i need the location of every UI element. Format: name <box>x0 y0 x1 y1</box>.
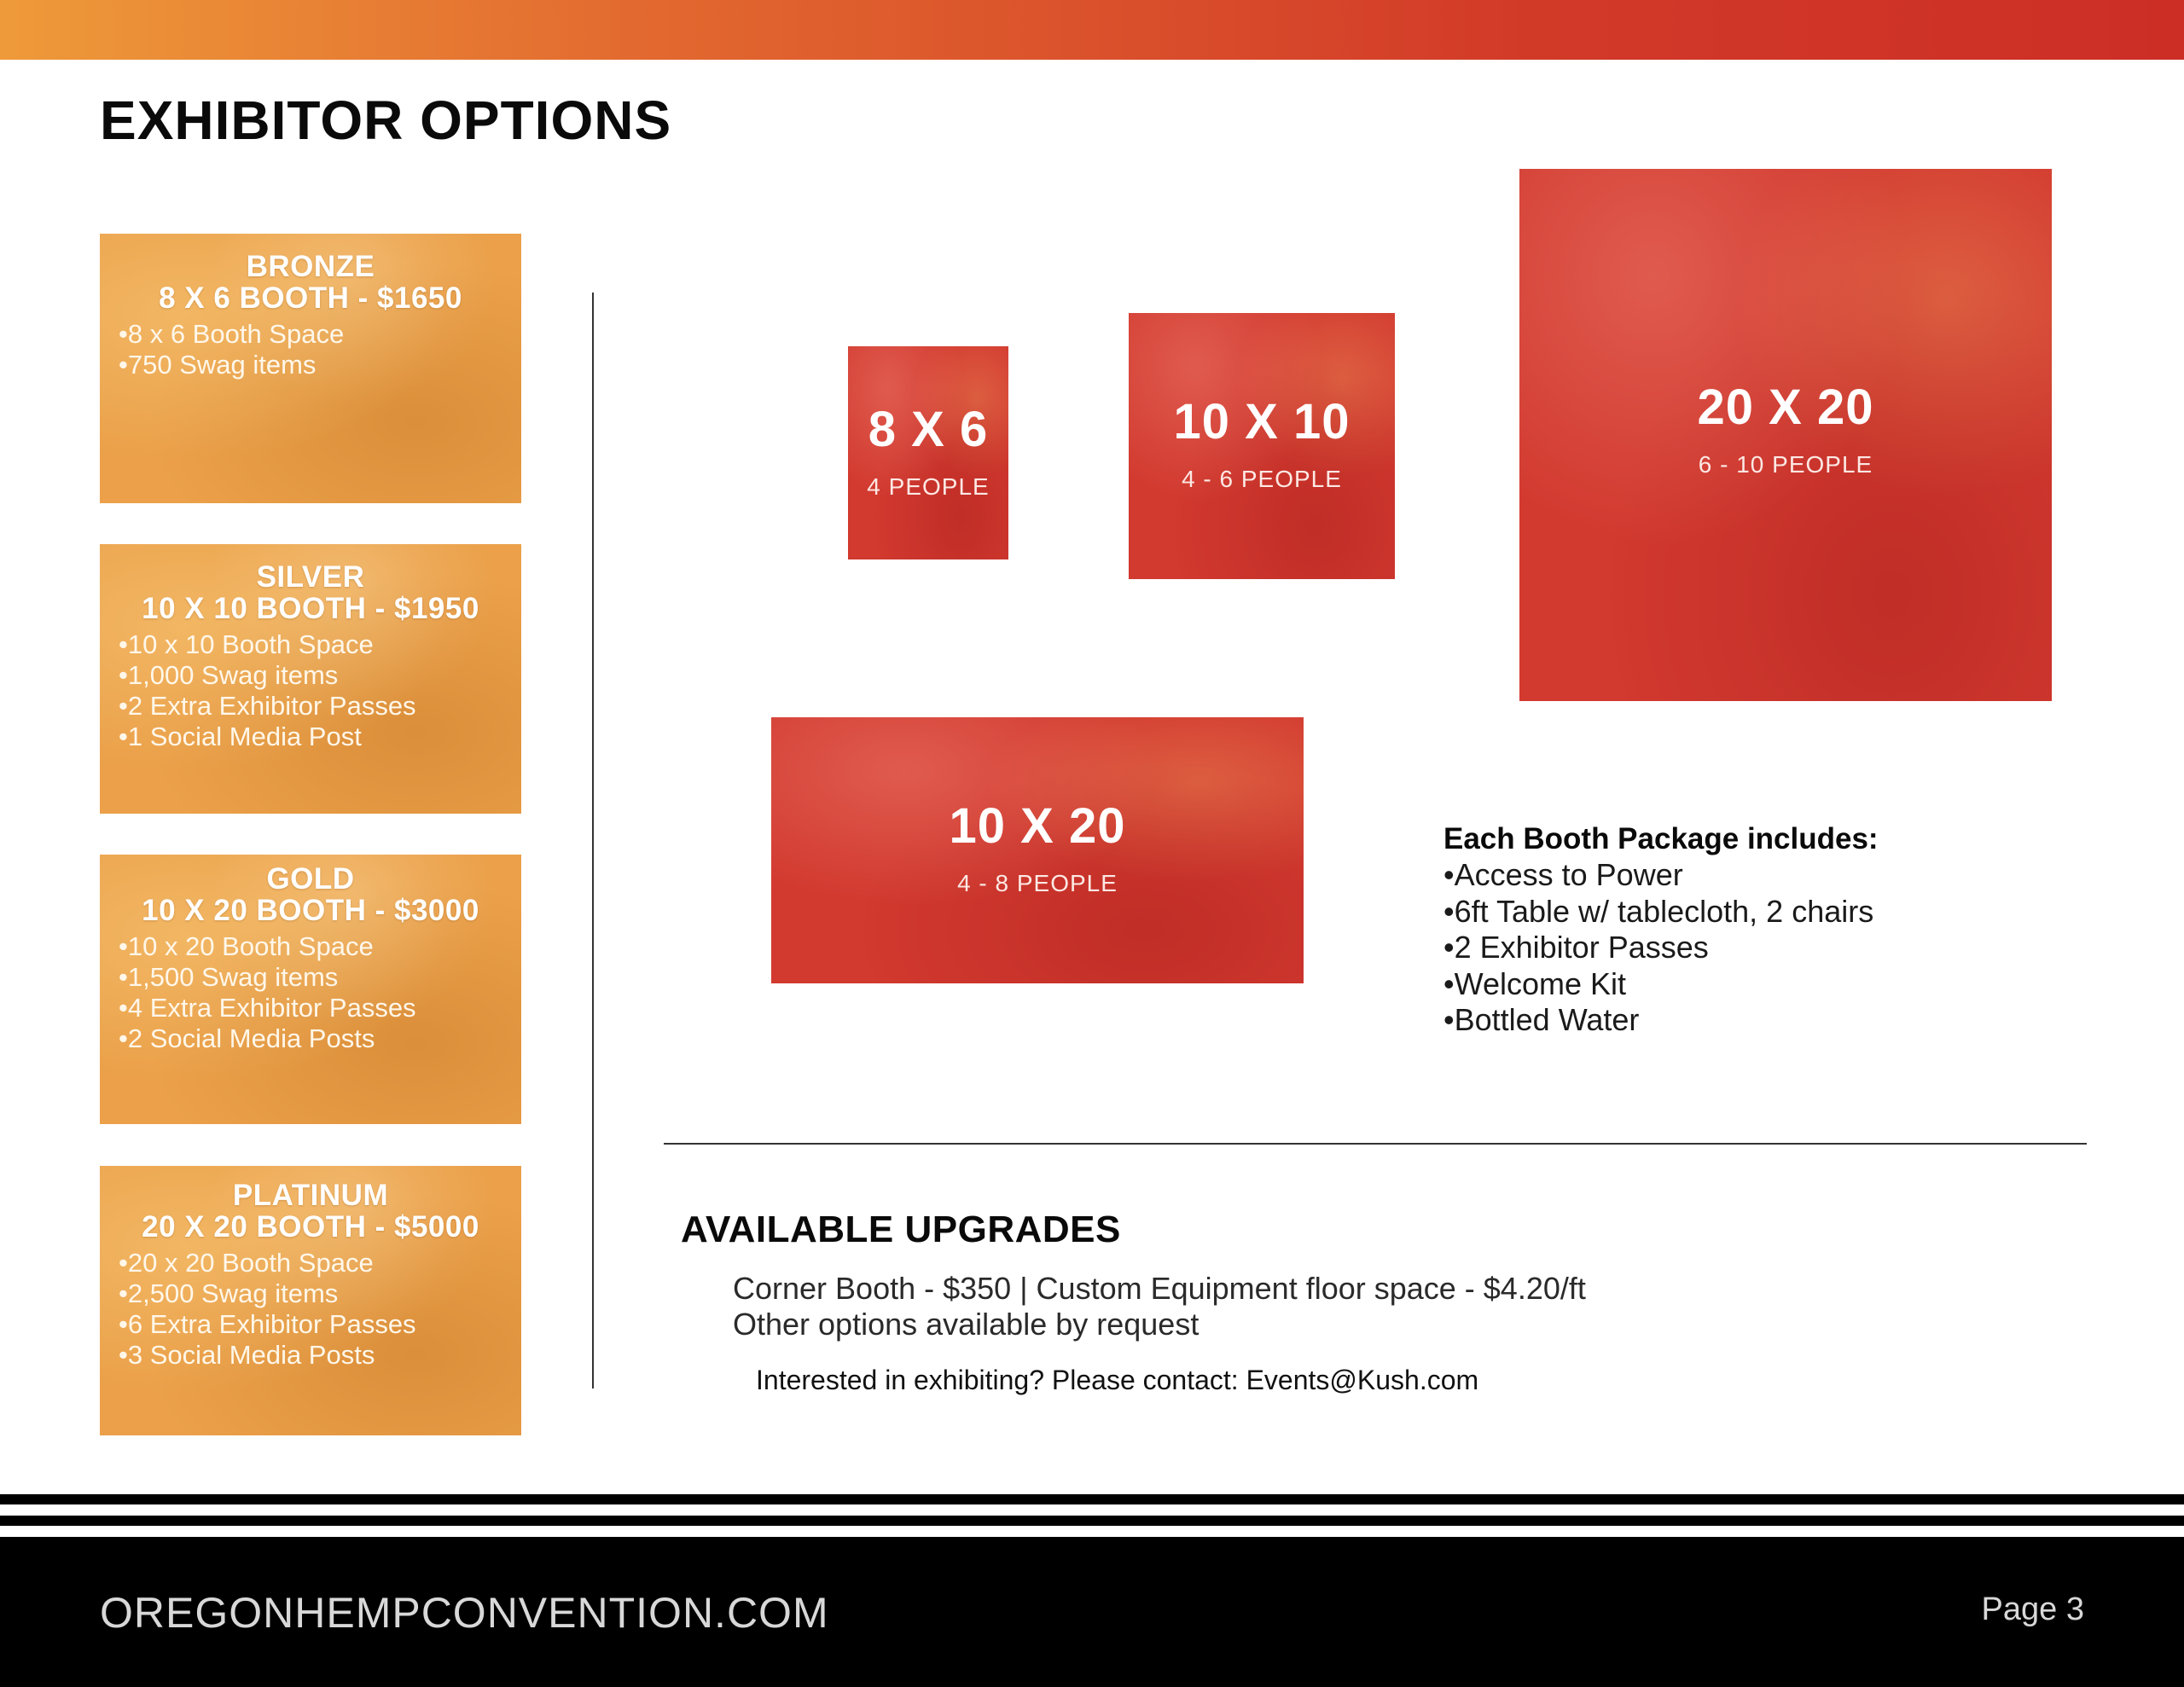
upgrade-note: Other options available by request <box>733 1307 1199 1342</box>
tier-price: 20 X 20 BOOTH - $5000 <box>142 1210 479 1244</box>
contact-line: Interested in exhibiting? Please contact: Events@Kush.com <box>756 1365 1479 1395</box>
vertical-divider <box>592 293 594 1388</box>
footer <box>0 1537 2184 1687</box>
tier-price: 10 X 10 BOOTH - $1950 <box>142 592 479 625</box>
horizontal-divider <box>664 1143 2087 1145</box>
list-item: • 2 Extra Exhibitor Passes <box>119 691 521 722</box>
tier-name: BRONZE <box>246 250 375 283</box>
page-title: EXHIBITOR OPTIONS <box>100 90 672 151</box>
upgrades-title: AVAILABLE UPGRADES <box>681 1209 1121 1250</box>
list-item: • Welcome Kit <box>1443 966 2126 1003</box>
tier-name: GOLD <box>266 862 355 896</box>
list-item: • 1,000 Swag items <box>119 660 521 691</box>
tier-features <box>119 931 521 1054</box>
package-includes <box>1443 821 2126 1039</box>
booth-size: 10 X 10 <box>1173 394 1350 449</box>
list-item: • 2 Social Media Posts <box>119 1023 521 1054</box>
tier-price: 8 X 6 BOOTH - $1650 <box>159 281 462 315</box>
booth-size: 20 X 20 <box>1697 380 1874 435</box>
booth-image-10x10 <box>1129 313 1395 579</box>
list-item: • Access to Power <box>1443 857 2126 894</box>
list-item: • 750 Swag items <box>119 350 521 380</box>
list-item: • 10 x 20 Booth Space <box>119 931 521 962</box>
booth-size: 10 X 20 <box>949 798 1126 854</box>
booth-capacity: 4 - 6 PEOPLE <box>1182 466 1342 492</box>
booth-capacity: 4 PEOPLE <box>867 473 990 500</box>
tier-name: PLATINUM <box>232 1179 389 1212</box>
tier-name: SILVER <box>256 560 365 594</box>
list-item: • 4 Extra Exhibitor Passes <box>119 993 521 1023</box>
booth-capacity: 6 - 10 PEOPLE <box>1698 451 1873 478</box>
list-item: • 1 Social Media Post <box>119 722 521 752</box>
upgrade-pricing: Corner Booth - $350 | Custom Equipment floor space - $4.20/ft <box>733 1271 1586 1306</box>
list-item: • 3 Social Media Posts <box>119 1340 521 1371</box>
tier-card-bronze <box>100 234 521 503</box>
footer-stripe <box>0 1516 2184 1526</box>
list-item: • 6 Extra Exhibitor Passes <box>119 1309 521 1340</box>
includes-heading: Each Booth Package includes: <box>1443 822 1879 855</box>
booth-image-10x20 <box>771 717 1304 983</box>
page-number: Page 3 <box>1981 1591 2084 1627</box>
tier-features <box>119 1248 521 1371</box>
list-item: • 8 x 6 Booth Space <box>119 319 521 350</box>
booth-capacity: 4 - 8 PEOPLE <box>957 870 1118 896</box>
booth-size: 8 X 6 <box>868 402 989 457</box>
list-item: • Bottled Water <box>1443 1002 2126 1039</box>
includes-list <box>1443 857 2126 1039</box>
top-accent-bar <box>0 0 2184 60</box>
list-item: • 6ft Table w/ tablecloth, 2 chairs <box>1443 894 2126 930</box>
list-item: • 20 x 20 Booth Space <box>119 1248 521 1278</box>
tier-price: 10 X 20 BOOTH - $3000 <box>142 894 479 927</box>
tier-features <box>119 629 521 752</box>
tier-card-silver <box>100 544 521 814</box>
booth-image-8x6 <box>848 346 1008 559</box>
list-item: • 2 Exhibitor Passes <box>1443 930 2126 966</box>
footer-website: OREGONHEMPCONVENTION.COM <box>100 1589 829 1637</box>
footer-stripe <box>0 1494 2184 1504</box>
list-item: • 2,500 Swag items <box>119 1278 521 1309</box>
tier-card-platinum <box>100 1166 521 1435</box>
booth-image-20x20 <box>1519 169 2052 701</box>
tier-features <box>119 319 521 380</box>
list-item: • 1,500 Swag items <box>119 962 521 993</box>
tier-card-gold <box>100 855 521 1124</box>
list-item: • 10 x 10 Booth Space <box>119 629 521 660</box>
